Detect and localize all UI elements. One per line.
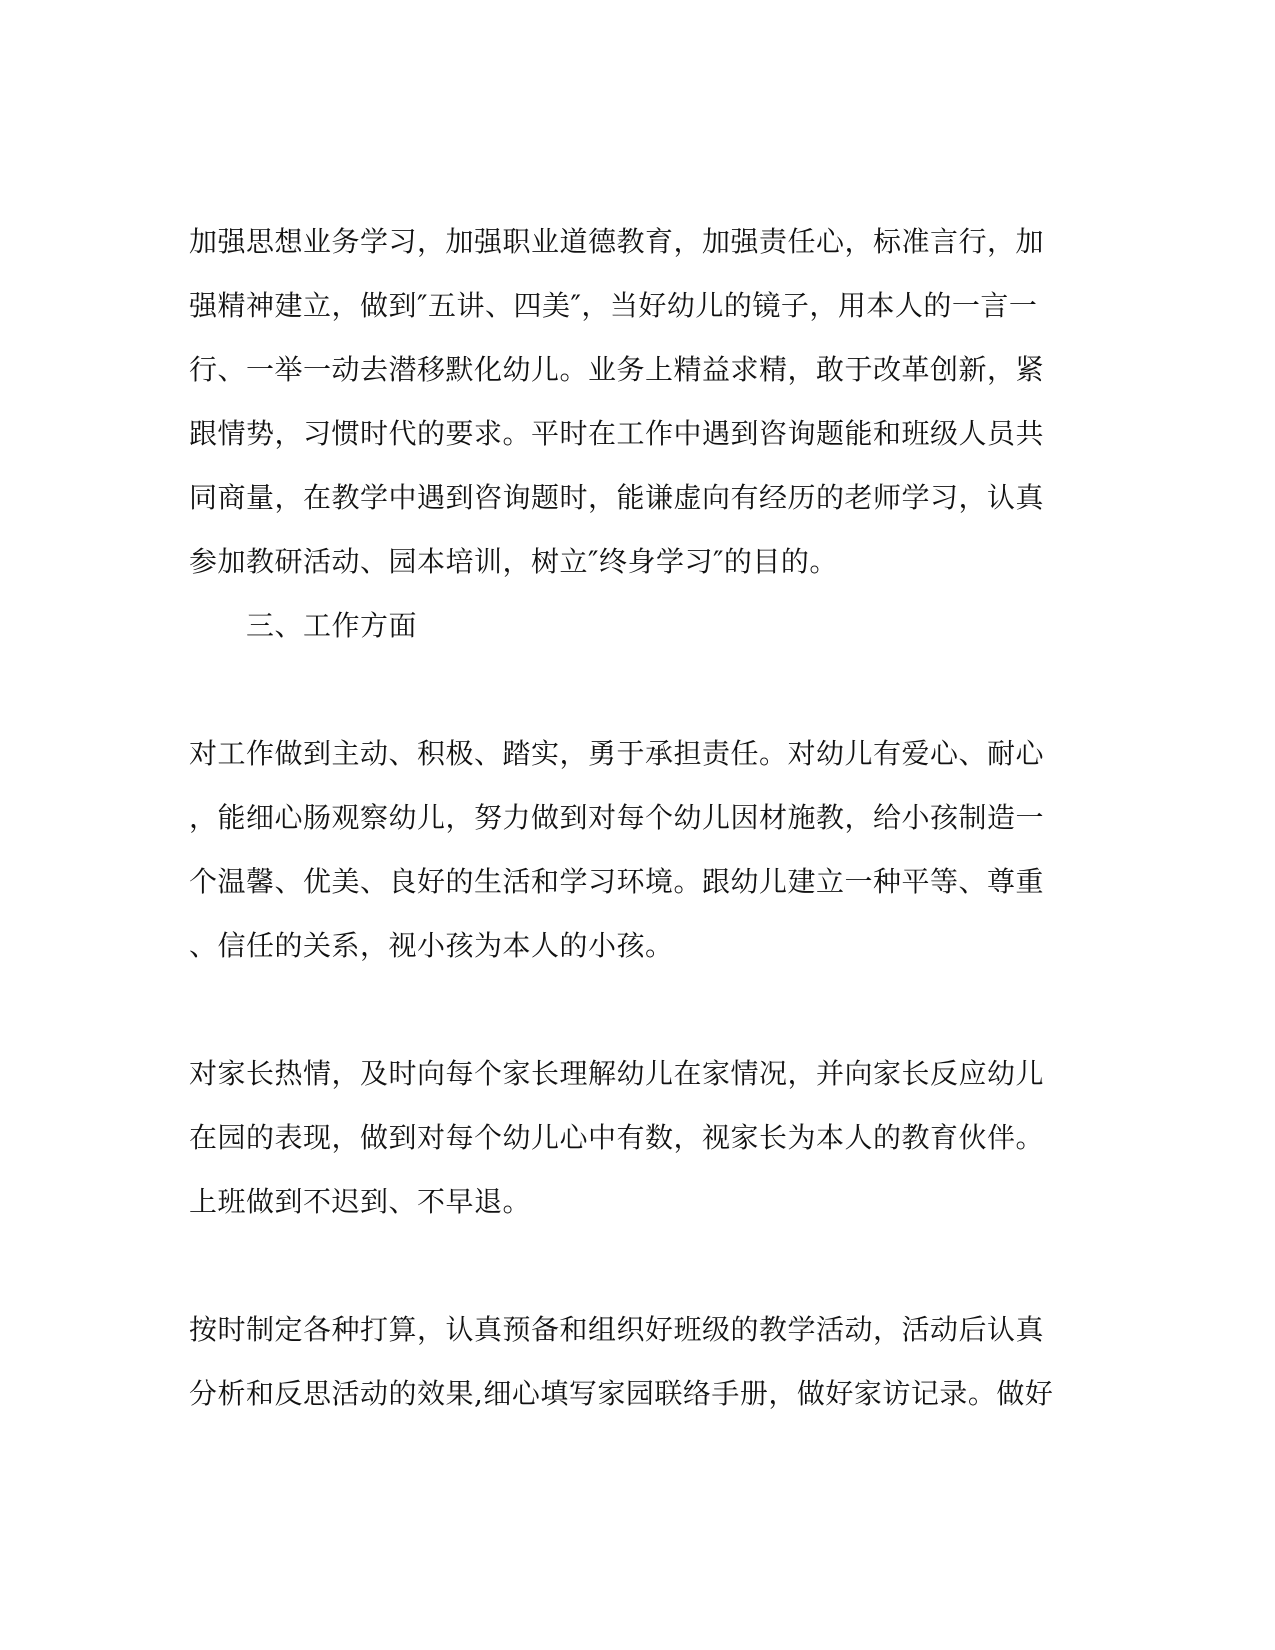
paragraph-4-line-1: 按时制定各种打算，认真预备和组织好班级的教学活动，活动后认真 (189, 1313, 1045, 1346)
paragraph-1-line-3: 行、一举一动去潜移默化幼儿。业务上精益求精，敢于改革创新，紧 (189, 353, 1045, 386)
paragraph-2-line-4: 、信任的关系，视小孩为本人的小孩。 (189, 929, 674, 962)
paragraph-2-line-3: 个温馨、优美、良好的生活和学习环境。跟幼儿建立一种平等、尊重 (189, 865, 1045, 898)
paragraph-3-line-3: 上班做到不迟到、不早退。 (189, 1185, 532, 1218)
paragraph-1-line-6: 参加教研活动、园本培训，树立″终身学习″的目的。 (189, 545, 838, 578)
paragraph-4-line-2: 分析和反思活动的效果,细心填写家园联络手册，做好家访记录。做好 (189, 1377, 1054, 1410)
paragraph-1-line-2: 强精神建立，做到″五讲、四美″，当好幼儿的镜子，用本人的一言一 (189, 289, 1038, 322)
paragraph-2-line-2: ，能细心肠观察幼儿，努力做到对每个幼儿因材施教，给小孩制造一 (189, 801, 1045, 834)
paragraph-3-line-2: 在园的表现，做到对每个幼儿心中有数，视家长为本人的教育伙伴。 (189, 1121, 1045, 1154)
paragraph-1-line-1: 加强思想业务学习，加强职业道德教育，加强责任心，标准言行，加 (189, 225, 1045, 258)
section-heading: 三、工作方面 (246, 609, 418, 642)
paragraph-3-line-1: 对家长热情，及时向每个家长理解幼儿在家情况，并向家长反应幼儿 (189, 1057, 1045, 1090)
paragraph-1-line-5: 同商量，在教学中遇到咨询题时，能谦虚向有经历的老师学习，认真 (189, 481, 1045, 514)
paragraph-1-line-4: 跟情势，习惯时代的要求。平时在工作中遇到咨询题能和班级人员共 (189, 417, 1045, 450)
paragraph-2-line-1: 对工作做到主动、积极、踏实，勇于承担责任。对幼儿有爱心、耐心 (189, 737, 1045, 770)
